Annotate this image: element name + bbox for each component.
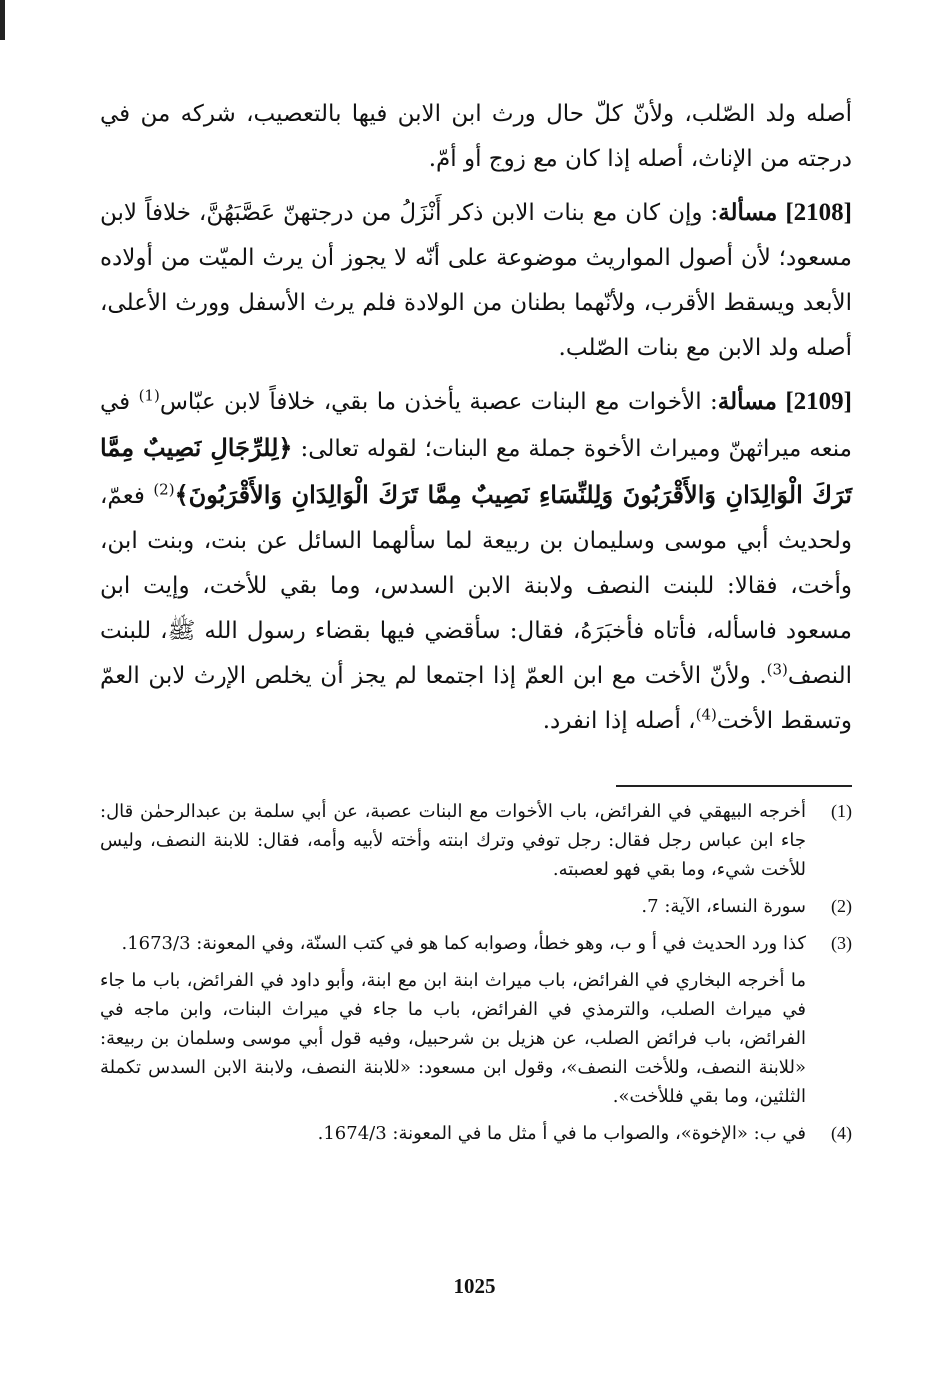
scan-edge-mark [0, 0, 5, 40]
footnote-ref-3: (3) [766, 660, 788, 679]
issue-2109 [100, 379, 852, 744]
footnote-4 [100, 1119, 852, 1148]
issue-number: [2109] [785, 388, 853, 415]
issue-2108 [100, 190, 852, 371]
issue-text-c: فعمّ، ولحديث أبي موسى وسليمان بن ربيعة لما سألهما السائل عن بنت، وبنت ابن، وأخت، فقالا: للبنت النصف ولابنة الابن السدس، وما بقي للأخت، وإيت ابن مسعود فاسأله، فأتاه فأخبَرَهُ، فقال: سأقضي فيها بقضاء رسول الله ﷺ، للبنت النصف [100, 483, 852, 689]
footnote-text: كذا ورد الحديث في أ و ب، وهو خطأ، وصوابه كما هو في كتب السنّة، وفي المعونة: 1673/3. [121, 933, 806, 954]
footnote-text: أخرجه البيهقي في الفرائض، باب الأخوات مع البنات عصبة، عن أبي سلمة بن عبدالرحمٰن قال: جاء ابن عباس رجل فقال: رجل توفي وترك ابنته وأخته لأبيه وأمه، فقال: للابنة النصف، وليس للأخت شيء، وما بقي فهو لعصبته. [100, 801, 806, 880]
footnote-2 [100, 892, 852, 921]
issue-term: مسألة [718, 199, 778, 226]
issue-text-e: ، أصله إذا انفرد. [542, 708, 696, 734]
footnote-ref-4: (4) [695, 705, 717, 724]
issue-text-b: في منعه ميراثهنّ وميراث الأخوة جملة مع البنات؛ لقوله تعالى: [100, 389, 852, 462]
issue-text-d: . ولأنّ الأخت مع ابن العمّ إذا اجتمعا لم يجز أن يخلص الإرث لابن العمّ وتسقط الأخت [100, 663, 852, 734]
paragraph-text: أصله ولد الصّلب، ولأنّ كلّ حال ورث ابن الابن فيها بالتعصيب، شركه من في درجته من الإناث، أصله إذا كان مع زوج أو أمّ. [100, 101, 852, 172]
quran-verse: ﴿لِلرِّجَالِ نَصِيبٌ مِمَّا تَرَكَ الْوَالِدَانِ وَالأَقْرَبُونَ وَلِلنِّسَاءِ نَصِيبٌ مِمَّا تَرَكَ الْوَالِدَانِ وَالأَقْرَبُونَ﴾ [100, 433, 852, 509]
footnote-ref-1: (1) [138, 386, 160, 405]
footnote-number: (3) [831, 933, 852, 953]
footnote-3 [100, 929, 852, 958]
footnote-number: (4) [831, 1123, 852, 1143]
footnote-1 [100, 797, 852, 884]
issue-number: [2108] [785, 199, 852, 226]
main-text [100, 92, 852, 752]
footnote-divider [616, 785, 852, 787]
issue-term: مسألة [717, 388, 777, 415]
footnote-number: (1) [831, 801, 852, 821]
page-number: 1025 [453, 1274, 496, 1298]
footnote-number: (2) [831, 896, 852, 916]
issue-text-a: : الأخوات مع البنات عصبة يأخذن ما بقي، خلافاً لابن عبّاس [159, 389, 718, 415]
footnote-ref-2: (2) [153, 480, 175, 499]
footnotes [100, 797, 852, 1156]
issue-text: : وإن كان مع بنات الابن ذكر أَنْزَلُ من درجتهنّ عَصَّبَهُنَّ، خلافاً لابن مسعود؛ لأن أصول المواريث موضوعة على أنّه لا يجوز أن يرث الميّت من أولاده الأبعد ويسقط الأقرب، ولأنّهما بطنان من الولادة فلم يرث الأسفل وورث الأعلى، أصله ولد الابن مع بنات الصّلب. [100, 200, 852, 361]
paragraph-continuation [100, 92, 852, 182]
footnote-text: سورة النساء، الآية: 7. [641, 896, 806, 917]
footnote-text: في ب: «الإخوة»، والصواب ما في أ مثل ما في المعونة: 1674/3. [317, 1123, 806, 1144]
footnote-3-continuation: ما أخرجه البخاري في الفرائض، باب ميراث ابنة ابن مع ابنة، وأبو داود في الفرائض، باب ما جاء في ميراث الصلب، والترمذي في الفرائض، باب ما جاء في ميراث البنات، وابن ماجه في الفرائض، باب فرائض الصلب، عن هزيل بن شرحبيل، وفيه قول أبي موسى وسلمان بن ربيعة: «للابنة النصف، وللأخت النصف»، وقول ابن مسعود: «للابنة النصف، ولابنة الابن السدس تكملة الثلثين، وما بقي فللأخت». [100, 970, 806, 1107]
